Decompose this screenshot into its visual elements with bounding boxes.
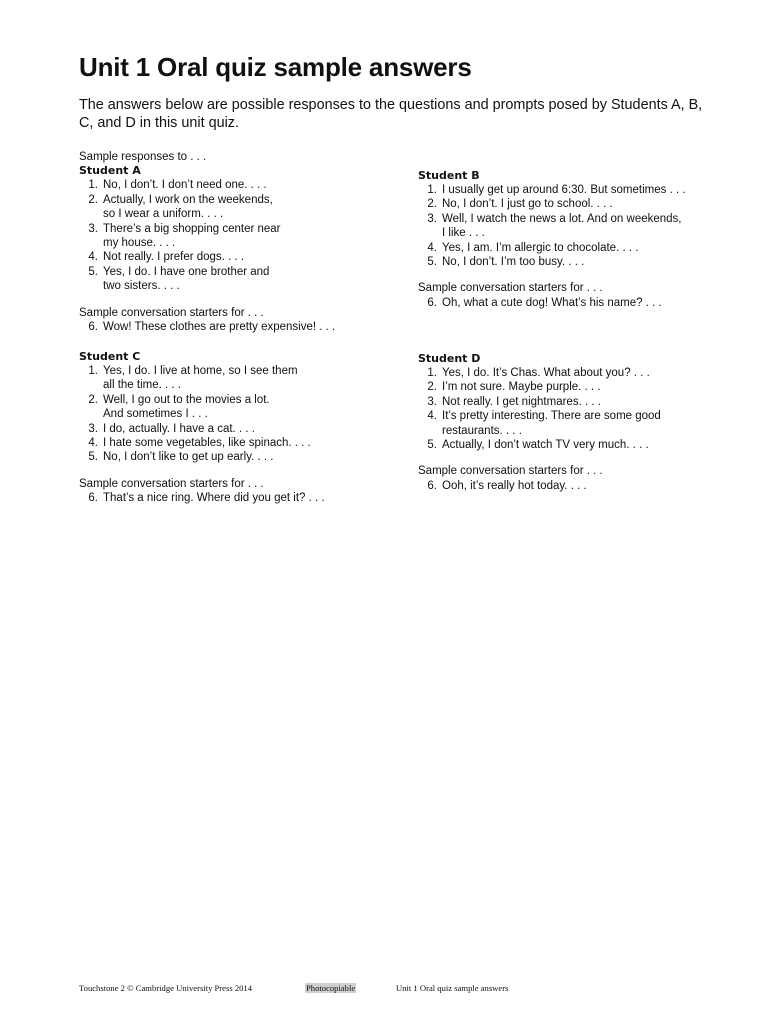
item-number: 3. xyxy=(88,222,98,235)
starters-label: Sample conversation starters for . . . xyxy=(79,306,264,319)
student-c-starter xyxy=(79,491,379,505)
list-item xyxy=(418,296,718,310)
left-column xyxy=(79,150,379,505)
list-item xyxy=(418,197,718,211)
list-item xyxy=(79,265,379,294)
item-text: Not really. I get nightmares. . . . xyxy=(442,395,601,408)
list-item xyxy=(79,364,379,393)
item-number: 5. xyxy=(88,265,98,278)
student-a-starter xyxy=(79,320,379,334)
list-item xyxy=(79,422,379,436)
item-text: Well, I go out to the movies a lot. And sometimes I . . . xyxy=(103,393,270,421)
item-text: Yes, I do. I have one brother and two sisters. . . . xyxy=(103,265,270,293)
item-text: Yes, I do. I live at home, so I see them all the time. . . . xyxy=(103,365,298,392)
item-number: 4. xyxy=(88,251,98,264)
starters-label: Sample conversation starters for . . . xyxy=(418,465,603,478)
list-item xyxy=(79,436,379,450)
list-item xyxy=(418,212,718,241)
item-number: 2. xyxy=(88,193,98,206)
student-a-section xyxy=(79,164,379,334)
item-text: I usually get up around 6:30. But sometimes . . . xyxy=(442,184,686,196)
item-text: Not really. I prefer dogs. . . . xyxy=(103,251,245,264)
item-text: It’s pretty interesting. There are some good restaurants. . . . xyxy=(442,410,661,437)
student-b-section xyxy=(418,169,718,310)
item-number: 4. xyxy=(88,437,98,450)
item-text: No, I don’t. I’m too busy. . . . xyxy=(442,256,585,269)
item-text: There’s a big shopping center near my house. . . . xyxy=(103,222,281,250)
sample-responses-label: Sample responses to . . . xyxy=(79,151,207,163)
item-text: Yes, I do. It’s Chas. What about you? . . . xyxy=(442,367,650,379)
item-number: 6. xyxy=(427,479,437,492)
student-b-heading: Student B xyxy=(418,169,480,182)
item-number: 2. xyxy=(427,381,437,394)
student-b-starter xyxy=(418,296,718,310)
item-text: No, I don’t like to get up early. . . . xyxy=(103,451,274,464)
list-item xyxy=(418,409,718,438)
item-number: 1. xyxy=(427,184,437,196)
item-text: No, I don’t. I just go to school. . . . xyxy=(442,198,613,211)
student-c-heading: Student C xyxy=(79,350,141,363)
list-item xyxy=(79,450,379,464)
item-number: 4. xyxy=(427,410,437,423)
list-item xyxy=(79,393,379,422)
item-text: Oh, what a cute dog! What’s his name? . . . xyxy=(442,296,662,309)
page-title: Unit 1 Oral quiz sample answers xyxy=(79,52,472,82)
list-item xyxy=(418,366,718,380)
list-item xyxy=(418,183,718,197)
photocopiable-label: Photocopiable xyxy=(306,983,356,993)
item-number: 3. xyxy=(88,422,98,435)
list-item xyxy=(79,320,379,334)
list-item xyxy=(418,479,718,493)
footer-page-label: Unit 1 Oral quiz sample answers xyxy=(396,983,509,993)
student-d-list xyxy=(418,366,718,452)
student-d-heading: Student D xyxy=(418,352,481,365)
item-number: 6. xyxy=(88,492,98,505)
item-number: 6. xyxy=(88,321,98,334)
item-text: Yes, I am. I’m allergic to chocolate. . . . xyxy=(442,241,639,254)
student-d-section xyxy=(418,352,718,493)
item-number: 3. xyxy=(427,212,437,225)
right-column xyxy=(418,169,718,492)
item-number: 6. xyxy=(427,296,437,309)
item-number: 5. xyxy=(427,256,437,269)
list-item xyxy=(418,395,718,409)
list-item xyxy=(418,380,718,394)
list-item xyxy=(79,222,379,251)
item-number: 5. xyxy=(427,439,437,452)
list-item xyxy=(79,491,379,505)
student-c-section xyxy=(79,350,379,506)
student-d-starter xyxy=(418,479,718,493)
list-item xyxy=(418,241,718,255)
starters-label: Sample conversation starters for . . . xyxy=(418,282,603,295)
list-item xyxy=(418,438,718,452)
item-number: 4. xyxy=(427,241,437,254)
item-number: 1. xyxy=(88,179,98,192)
item-text: Wow! These clothes are pretty expensive! . . . xyxy=(103,321,336,334)
student-c-list xyxy=(79,364,379,465)
item-text: Actually, I work on the weekends, so I wear a uniform. . . . xyxy=(103,193,273,221)
intro-paragraph: The answers below are possible responses to the questions and prompts posed by Students A, B, C, and D in this unit quiz. xyxy=(79,97,703,131)
item-text: I hate some vegetables, like spinach. . . . xyxy=(103,437,311,450)
item-text: Actually, I don’t watch TV very much. . . . xyxy=(442,439,649,452)
student-a-heading: Student A xyxy=(79,164,141,178)
starters-label: Sample conversation starters for . . . xyxy=(79,477,264,490)
student-a-list xyxy=(79,178,379,293)
list-item xyxy=(79,250,379,264)
item-text: I’m not sure. Maybe purple. . . . xyxy=(442,381,601,394)
item-number: 1. xyxy=(88,365,98,377)
item-text: Ooh, it’s really hot today. . . . xyxy=(442,479,587,492)
item-number: 3. xyxy=(427,395,437,408)
item-number: 2. xyxy=(88,393,98,406)
list-item xyxy=(79,178,379,192)
item-number: 1. xyxy=(427,367,437,379)
copyright-text: Touchstone 2 © Cambridge University Press 2014 xyxy=(79,983,253,993)
student-b-list xyxy=(418,183,718,269)
list-item xyxy=(79,193,379,222)
item-number: 5. xyxy=(88,451,98,464)
item-text: I do, actually. I have a cat. . . . xyxy=(103,422,255,435)
item-text: Well, I watch the news a lot. And on weekends, I like . . . xyxy=(442,212,682,240)
item-text: That’s a nice ring. Where did you get it? . . . xyxy=(103,492,325,505)
list-item xyxy=(418,255,718,269)
item-number: 2. xyxy=(427,198,437,211)
item-text: No, I don’t. I don’t need one. . . . xyxy=(103,179,267,192)
